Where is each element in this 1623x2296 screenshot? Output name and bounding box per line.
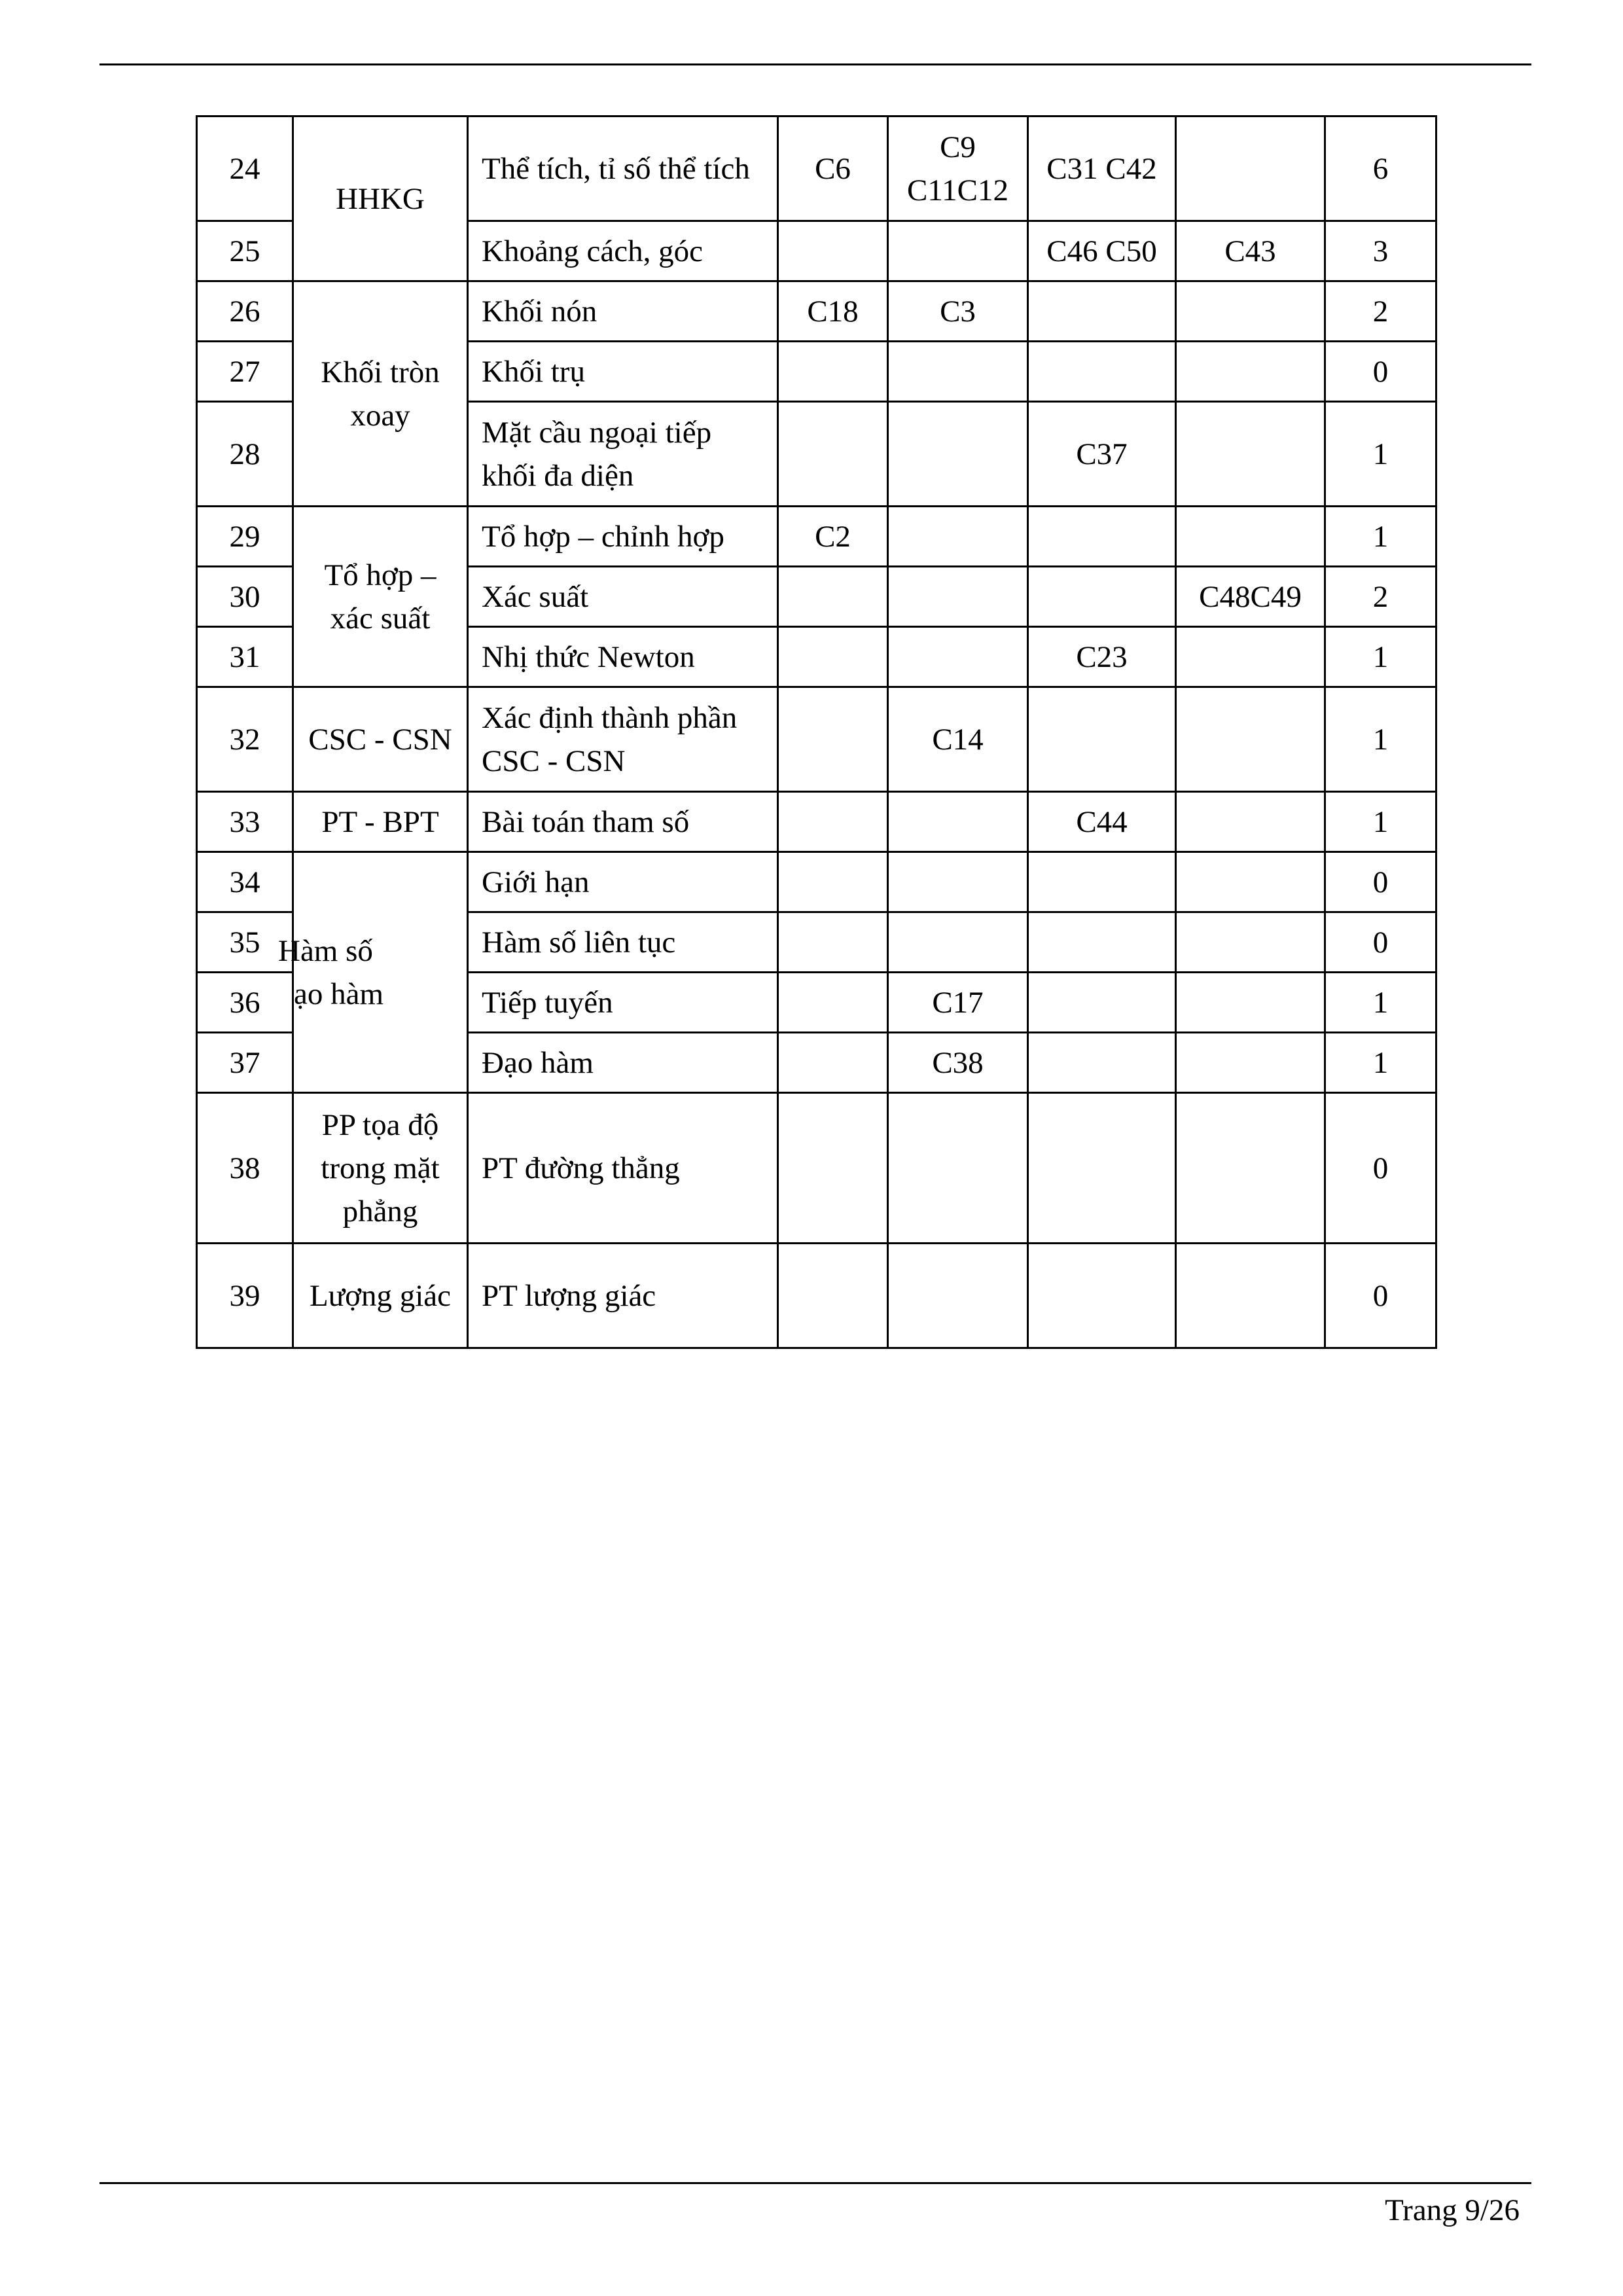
- lesson-cell: Mặt cầu ngoại tiếp khối đa diện: [468, 402, 778, 507]
- footer-rule: [99, 2182, 1531, 2184]
- table-row: [197, 1244, 1436, 1348]
- level-1-cell: [778, 567, 888, 627]
- level-1-cell: C2: [778, 507, 888, 567]
- level-3-cell: [1028, 567, 1176, 627]
- level-4-cell: [1176, 687, 1325, 792]
- level-3-cell: C37: [1028, 402, 1176, 507]
- row-number-cell: 38: [197, 1093, 293, 1244]
- level-2-cell: [888, 342, 1028, 402]
- total-cell: 1: [1325, 402, 1436, 507]
- level-2-cell: C14: [888, 687, 1028, 792]
- row-number-cell: 29: [197, 507, 293, 567]
- total-cell: 0: [1325, 852, 1436, 912]
- lesson-cell: Xác định thành phần CSC - CSN: [468, 687, 778, 792]
- topic-group-cell: Hàm số ạo hàm: [293, 852, 468, 1093]
- lesson-cell: Thể tích, tỉ số thể tích: [468, 117, 778, 221]
- level-2-cell: [888, 852, 1028, 912]
- lesson-cell: Khoảng cách, góc: [468, 221, 778, 281]
- topic-group-cell: CSC - CSN: [293, 687, 468, 792]
- total-cell: 1: [1325, 627, 1436, 687]
- level-4-cell: C48C49: [1176, 567, 1325, 627]
- level-3-cell: [1028, 342, 1176, 402]
- level-4-cell: [1176, 973, 1325, 1033]
- level-1-cell: [778, 342, 888, 402]
- level-1-cell: [778, 852, 888, 912]
- row-number-cell: 30: [197, 567, 293, 627]
- level-2-cell: C9 C11C12: [888, 117, 1028, 221]
- level-1-cell: [778, 221, 888, 281]
- level-2-cell: C38: [888, 1033, 1028, 1093]
- total-cell: 1: [1325, 507, 1436, 567]
- total-cell: 1: [1325, 792, 1436, 852]
- level-4-cell: [1176, 507, 1325, 567]
- level-3-cell: C44: [1028, 792, 1176, 852]
- table-row: [197, 792, 1436, 852]
- row-number-cell: 37: [197, 1033, 293, 1093]
- level-4-cell: C43: [1176, 221, 1325, 281]
- row-number-cell: 36: [197, 973, 293, 1033]
- level-2-cell: [888, 627, 1028, 687]
- level-1-cell: C18: [778, 281, 888, 342]
- level-1-cell: [778, 1033, 888, 1093]
- level-3-cell: [1028, 1093, 1176, 1244]
- level-1-cell: [778, 402, 888, 507]
- level-3-cell: [1028, 507, 1176, 567]
- level-1-cell: [778, 973, 888, 1033]
- level-3-cell: [1028, 912, 1176, 973]
- lesson-cell: Hàm số liên tục: [468, 912, 778, 973]
- level-3-cell: [1028, 281, 1176, 342]
- level-1-cell: [778, 1093, 888, 1244]
- topic-group-cell: PP tọa độ trong mặt phẳng: [293, 1093, 468, 1244]
- lesson-cell: Tổ hợp – chỉnh hợp: [468, 507, 778, 567]
- row-number-cell: 24: [197, 117, 293, 221]
- level-2-cell: [888, 507, 1028, 567]
- row-number-cell: 28: [197, 402, 293, 507]
- row-number-cell: 35: [197, 912, 293, 973]
- level-2-cell: [888, 792, 1028, 852]
- lesson-cell: Giới hạn: [468, 852, 778, 912]
- level-3-cell: C23: [1028, 627, 1176, 687]
- lesson-cell: Đạo hàm: [468, 1033, 778, 1093]
- level-2-cell: [888, 221, 1028, 281]
- row-number-cell: 27: [197, 342, 293, 402]
- topic-group-cell: PT - BPT: [293, 792, 468, 852]
- lesson-cell: Khối nón: [468, 281, 778, 342]
- level-4-cell: [1176, 281, 1325, 342]
- table-row: [197, 1093, 1436, 1244]
- level-4-cell: [1176, 792, 1325, 852]
- level-4-cell: [1176, 912, 1325, 973]
- level-3-cell: C46 C50: [1028, 221, 1176, 281]
- lesson-cell: PT đường thẳng: [468, 1093, 778, 1244]
- level-3-cell: [1028, 973, 1176, 1033]
- level-1-cell: [778, 1244, 888, 1348]
- total-cell: 0: [1325, 342, 1436, 402]
- lesson-cell: Bài toán tham số: [468, 792, 778, 852]
- table-row: [197, 507, 1436, 567]
- topic-group-cell: Lượng giác: [293, 1244, 468, 1348]
- level-3-cell: C31 C42: [1028, 117, 1176, 221]
- table-row: [197, 281, 1436, 342]
- row-number-cell: 31: [197, 627, 293, 687]
- row-number-cell: 39: [197, 1244, 293, 1348]
- total-cell: 1: [1325, 1033, 1436, 1093]
- level-1-cell: C6: [778, 117, 888, 221]
- row-number-cell: 32: [197, 687, 293, 792]
- lesson-cell: Nhị thức Newton: [468, 627, 778, 687]
- level-2-cell: [888, 1093, 1028, 1244]
- level-1-cell: [778, 687, 888, 792]
- lesson-cell: Khối trụ: [468, 342, 778, 402]
- level-4-cell: [1176, 342, 1325, 402]
- topic-group-cell: Tổ hợp – xác suất: [293, 507, 468, 687]
- level-4-cell: [1176, 627, 1325, 687]
- level-4-cell: [1176, 1033, 1325, 1093]
- row-number-cell: 33: [197, 792, 293, 852]
- table-body: [197, 117, 1436, 1348]
- level-4-cell: [1176, 1244, 1325, 1348]
- level-1-cell: [778, 792, 888, 852]
- total-cell: 1: [1325, 687, 1436, 792]
- level-4-cell: [1176, 1093, 1325, 1244]
- level-1-cell: [778, 627, 888, 687]
- level-4-cell: [1176, 402, 1325, 507]
- level-2-cell: [888, 567, 1028, 627]
- row-number-cell: 26: [197, 281, 293, 342]
- total-cell: 3: [1325, 221, 1436, 281]
- row-number-cell: 25: [197, 221, 293, 281]
- page-number: Trang 9/26: [1385, 2193, 1520, 2227]
- total-cell: 0: [1325, 1093, 1436, 1244]
- total-cell: 6: [1325, 117, 1436, 221]
- level-3-cell: [1028, 687, 1176, 792]
- level-2-cell: C17: [888, 973, 1028, 1033]
- total-cell: 1: [1325, 973, 1436, 1033]
- total-cell: 2: [1325, 281, 1436, 342]
- total-cell: 0: [1325, 1244, 1436, 1348]
- table-row: [197, 117, 1436, 221]
- level-2-cell: C3: [888, 281, 1028, 342]
- lesson-cell: PT lượng giác: [468, 1244, 778, 1348]
- level-2-cell: [888, 912, 1028, 973]
- level-2-cell: [888, 1244, 1028, 1348]
- row-number-cell: 34: [197, 852, 293, 912]
- table-row: [197, 687, 1436, 792]
- level-4-cell: [1176, 852, 1325, 912]
- level-2-cell: [888, 402, 1028, 507]
- level-3-cell: [1028, 852, 1176, 912]
- level-1-cell: [778, 912, 888, 973]
- total-cell: 0: [1325, 912, 1436, 973]
- total-cell: 2: [1325, 567, 1436, 627]
- lesson-cell: Tiếp tuyến: [468, 973, 778, 1033]
- lesson-cell: Xác suất: [468, 567, 778, 627]
- question-matrix-table: [196, 115, 1437, 1349]
- level-4-cell: [1176, 117, 1325, 221]
- table-row: [197, 852, 1436, 912]
- topic-group-cell: HHKG: [293, 117, 468, 281]
- header-rule: [99, 63, 1531, 65]
- level-3-cell: [1028, 1033, 1176, 1093]
- topic-group-cell: Khối tròn xoay: [293, 281, 468, 507]
- level-3-cell: [1028, 1244, 1176, 1348]
